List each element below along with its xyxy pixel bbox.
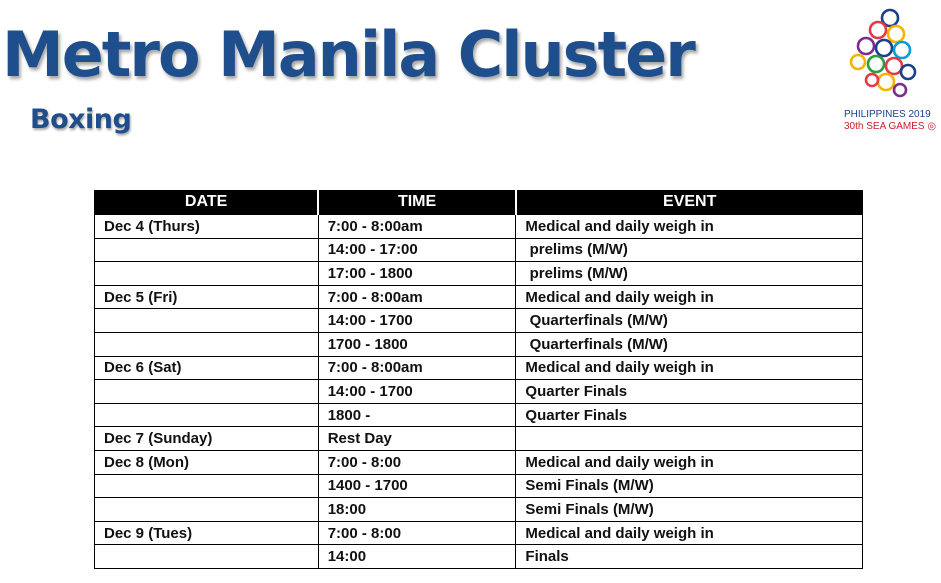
cell-time: 1800 - xyxy=(318,403,516,427)
cell-date xyxy=(95,474,319,498)
cell-date xyxy=(95,498,319,522)
cell-time: 7:00 - 8:00 xyxy=(318,450,516,474)
cell-event: Finals xyxy=(516,545,863,569)
column-header-time: TIME xyxy=(318,190,516,215)
table-header-row xyxy=(95,190,863,215)
cell-event: Semi Finals (M/W) xyxy=(516,474,863,498)
cell-date xyxy=(95,545,319,569)
sea-games-rings-icon xyxy=(848,6,928,106)
cell-event: Quarterfinals (M/W) xyxy=(516,332,863,356)
cell-event: Medical and daily weigh in xyxy=(516,521,863,545)
logo-text-sea-games: 30th SEA GAMES ◎ xyxy=(844,121,937,132)
table-row xyxy=(95,285,863,309)
cell-date: Dec 4 (Thurs) xyxy=(95,215,319,239)
cell-time: 18:00 xyxy=(318,498,516,522)
cell-date xyxy=(95,332,319,356)
cell-date xyxy=(95,238,319,262)
cell-event: Quarterfinals (M/W) xyxy=(516,309,863,333)
column-header-date: DATE xyxy=(95,190,319,215)
cell-time: 14:00 - 1700 xyxy=(318,380,516,404)
table-row xyxy=(95,309,863,333)
cell-time: 7:00 - 8:00am xyxy=(318,356,516,380)
table-row xyxy=(95,498,863,522)
sea-games-logo xyxy=(840,6,936,136)
table-row xyxy=(95,356,863,380)
cell-event: Medical and daily weigh in xyxy=(516,450,863,474)
cell-time: 1400 - 1700 xyxy=(318,474,516,498)
cell-event: Medical and daily weigh in xyxy=(516,285,863,309)
cell-time: 7:00 - 8:00am xyxy=(318,215,516,239)
cell-event: Quarter Finals xyxy=(516,403,863,427)
cell-event: prelims (M/W) xyxy=(516,262,863,286)
cell-date: Dec 9 (Tues) xyxy=(95,521,319,545)
column-header-event: EVENT xyxy=(516,190,863,215)
table-row xyxy=(95,332,863,356)
cell-event xyxy=(516,427,863,451)
cell-event: prelims (M/W) xyxy=(516,238,863,262)
cell-time: 7:00 - 8:00 xyxy=(318,521,516,545)
cell-date: Dec 7 (Sunday) xyxy=(95,427,319,451)
cell-date xyxy=(95,403,319,427)
cell-event: Medical and daily weigh in xyxy=(516,356,863,380)
schedule-table xyxy=(94,190,863,569)
cell-time: 14:00 - 1700 xyxy=(318,309,516,333)
table-row xyxy=(95,545,863,569)
cell-date xyxy=(95,309,319,333)
cell-time: 17:00 - 1800 xyxy=(318,262,516,286)
table-row xyxy=(95,403,863,427)
page-subtitle: Boxing xyxy=(30,104,132,135)
cell-time: Rest Day xyxy=(318,427,516,451)
cell-event: Medical and daily weigh in xyxy=(516,215,863,239)
cell-event: Semi Finals (M/W) xyxy=(516,498,863,522)
cell-time: 1700 - 1800 xyxy=(318,332,516,356)
table-row xyxy=(95,238,863,262)
cell-date: Dec 6 (Sat) xyxy=(95,356,319,380)
cell-date: Dec 8 (Mon) xyxy=(95,450,319,474)
table-row xyxy=(95,427,863,451)
cell-date: Dec 5 (Fri) xyxy=(95,285,319,309)
logo-text-philippines: PHILIPPINES 2019 xyxy=(844,109,931,120)
cell-time: 14:00 - 17:00 xyxy=(318,238,516,262)
table-row xyxy=(95,380,863,404)
cell-time: 7:00 - 8:00am xyxy=(318,285,516,309)
table-row xyxy=(95,450,863,474)
cell-event: Quarter Finals xyxy=(516,380,863,404)
table-row xyxy=(95,474,863,498)
table-row xyxy=(95,262,863,286)
table-row xyxy=(95,215,863,239)
cell-date xyxy=(95,262,319,286)
cell-date xyxy=(95,380,319,404)
page-title: Metro Manila Cluster xyxy=(2,18,694,91)
cell-time: 14:00 xyxy=(318,545,516,569)
table-row xyxy=(95,521,863,545)
